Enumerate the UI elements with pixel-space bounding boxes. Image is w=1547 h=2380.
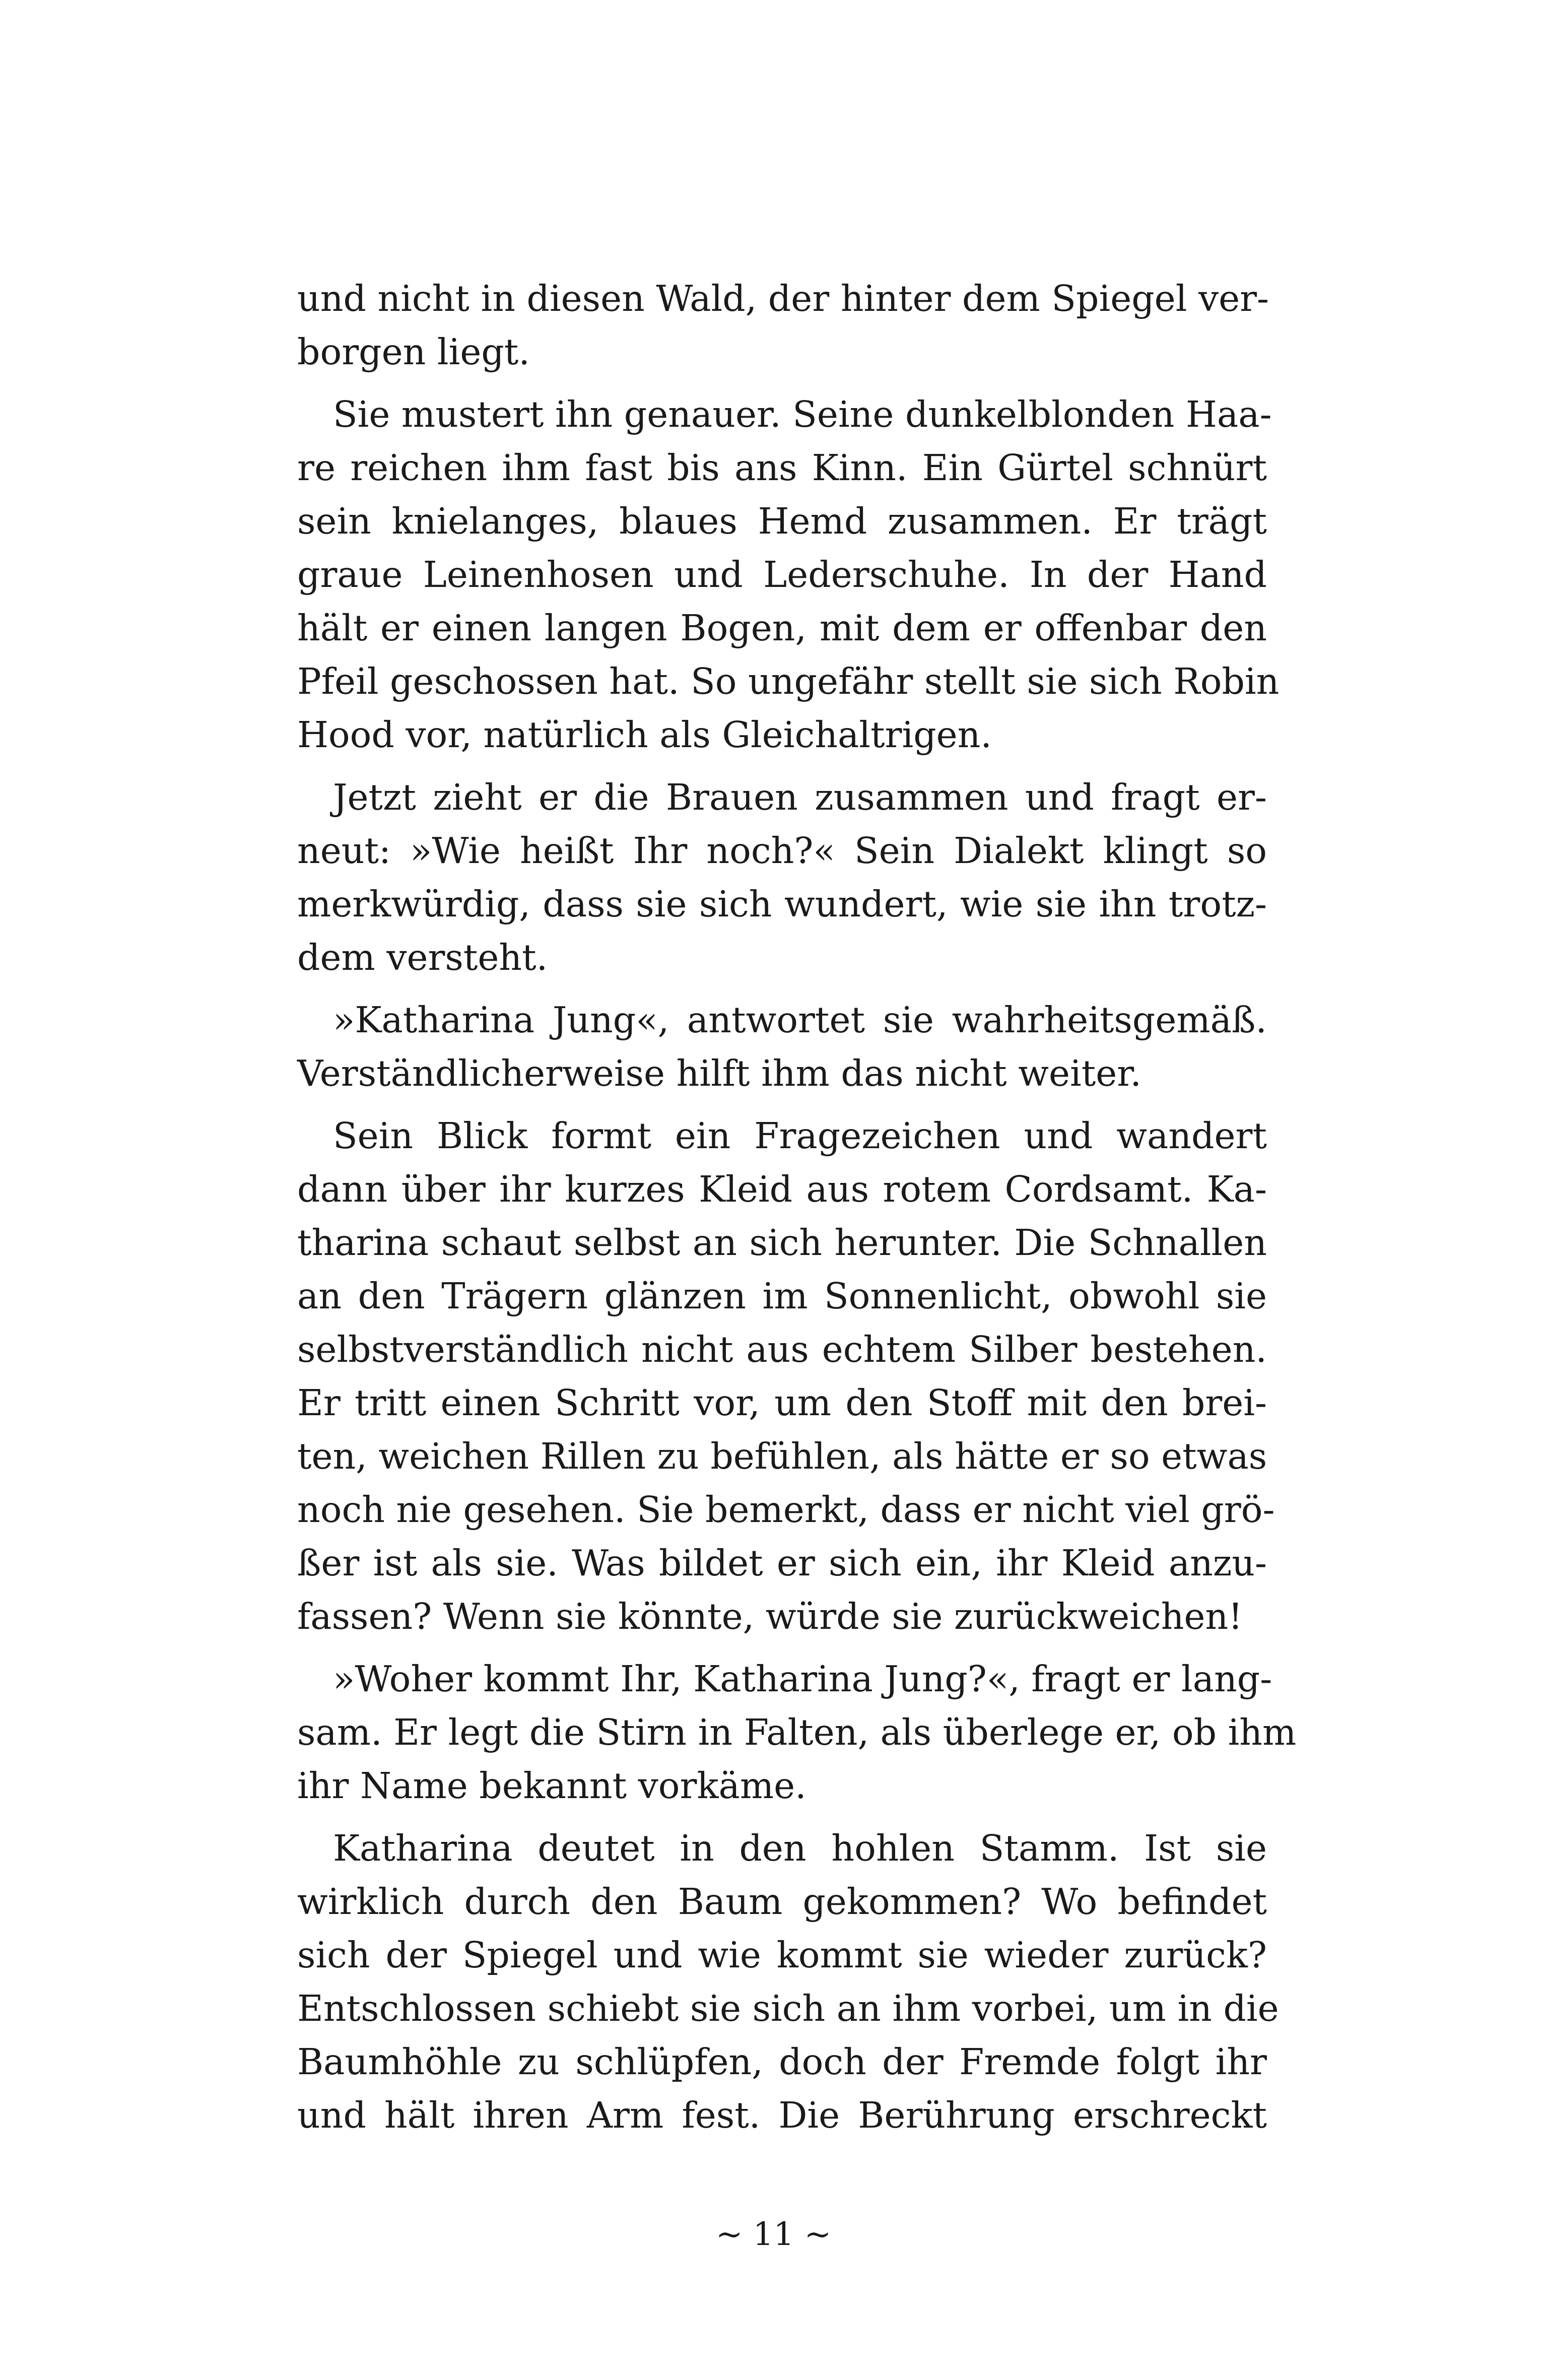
paragraph xyxy=(297,1109,1275,1643)
text-line: Sein Blick formt ein Fragezeichen und wandert xyxy=(333,1115,1267,1157)
text-line: dann über ihr kurzes Kleid aus rotem Cordsamt. Ka- xyxy=(297,1168,1267,1210)
text-line: Verständlicherweise hilft ihm das nicht weiter. xyxy=(297,1052,1141,1094)
paragraph xyxy=(297,388,1280,762)
text-line: Er tritt einen Schritt vor, um den Stoff mit den brei- xyxy=(297,1382,1267,1424)
text-line: Baumhöhle zu schlüpfen, doch der Fremde folgt ihr xyxy=(297,2041,1267,2083)
text-line: ßer ist als sie. Was bildet er sich ein, ihr Kleid anzu- xyxy=(297,1542,1267,1584)
page-number: ~ 11 ~ xyxy=(715,2216,832,2253)
text-line: tharina schaut selbst an sich herunter. Die Schnallen xyxy=(297,1222,1267,1264)
text-line: »Woher kommt Ihr, Katharina Jung?«, fragt er lang- xyxy=(333,1658,1272,1700)
paragraph xyxy=(297,1652,1297,1813)
text-line: sein knielanges, blaues Hemd zusammen. Er trägt xyxy=(297,500,1267,542)
text-line: dem versteht. xyxy=(297,937,548,978)
text-line: ten, weichen Rillen zu befühlen, als hätte er so etwas xyxy=(297,1435,1267,1477)
text-line: Jetzt zieht er die Brauen zusammen und fragt er- xyxy=(333,776,1267,818)
text-line: Hood vor, natürlich als Gleichaltrigen. xyxy=(297,714,992,756)
text-line: Pfeil geschossen hat. So ungefähr stellt sie sich Robin xyxy=(297,660,1280,702)
text-line: und nicht in diesen Wald, der hinter dem Spiegel ver- xyxy=(297,278,1269,319)
text-line: selbstverständlich nicht aus echtem Silber bestehen. xyxy=(297,1329,1267,1370)
text-line: an den Trägern glänzen im Sonnenlicht, obwohl sie xyxy=(297,1275,1267,1317)
body-text xyxy=(297,272,1297,2142)
text-line: sam. Er legt die Stirn in Falten, als überlege er, ob ihm xyxy=(297,1711,1297,1753)
text-line: borgen liegt. xyxy=(297,331,530,373)
paragraph xyxy=(297,272,1267,379)
text-line: Katharina deutet in den hohlen Stamm. Ist sie xyxy=(333,1827,1267,1869)
paragraph xyxy=(297,1822,1279,2142)
text-line: fassen? Wenn sie könnte, würde sie zurückweichen! xyxy=(297,1596,1243,1637)
text-line: hält er einen langen Bogen, mit dem er offenbar den xyxy=(297,607,1267,649)
paragraph xyxy=(297,771,1267,984)
text-line: merkwürdig, dass sie sich wundert, wie sie ihn trotz- xyxy=(297,883,1267,925)
text-line: Sie mustert ihn genauer. Seine dunkelblonden Haa- xyxy=(333,393,1272,435)
paragraph xyxy=(297,994,1267,1100)
text-line: re reichen ihm fast bis ans Kinn. Ein Gürtel schnürt xyxy=(297,447,1267,489)
text-line: noch nie gesehen. Sie bemerkt, dass er nicht viel grö- xyxy=(297,1489,1275,1531)
text-line: Entschlossen schiebt sie sich an ihm vorbei, um in die xyxy=(297,1988,1279,2029)
text-line: und hält ihren Arm fest. Die Berührung erschreckt xyxy=(297,2094,1267,2136)
text-line: wirklich durch den Baum gekommen? Wo befindet xyxy=(297,1881,1267,1923)
text-line: graue Leinenhosen und Lederschuhe. In der Hand xyxy=(297,554,1267,596)
text-line: neut: »Wie heißt Ihr noch?« Sein Dialekt klingt so xyxy=(297,830,1267,872)
text-line: »Katharina Jung«, antwortet sie wahrheitsgemäß. xyxy=(333,999,1267,1041)
text-line: sich der Spiegel und wie kommt sie wieder zurück? xyxy=(297,1934,1267,1976)
text-line: ihr Name bekannt vorkäme. xyxy=(297,1765,806,1807)
